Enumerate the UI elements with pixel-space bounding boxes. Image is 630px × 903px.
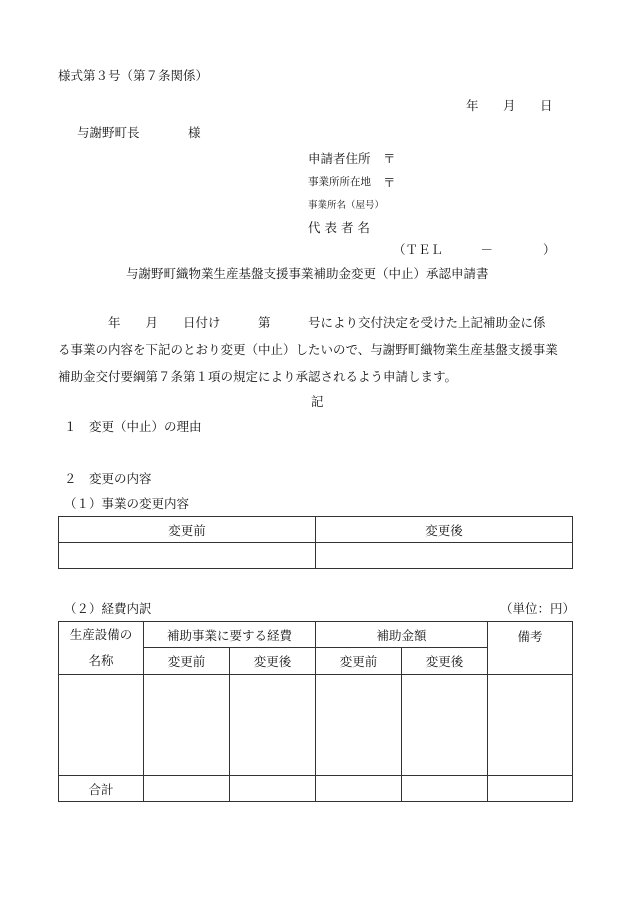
applicant-address-label: 申請者住所 bbox=[308, 151, 371, 166]
section-1-heading: １ 変更（中止）の理由 bbox=[64, 419, 202, 434]
subsidy-after-header: 変更後 bbox=[402, 648, 488, 675]
equipment-name-cell[interactable] bbox=[59, 675, 144, 776]
subsidy-before-cell[interactable] bbox=[316, 675, 402, 776]
equipment-name-header-line1: 生産設備の bbox=[69, 627, 133, 642]
change-content-table bbox=[58, 516, 573, 569]
postal-mark-office: 〒 bbox=[383, 175, 396, 190]
subsidy-after-cell[interactable] bbox=[402, 675, 488, 776]
total-label: 合計 bbox=[59, 776, 144, 802]
unit-label: （単位：円） bbox=[500, 601, 576, 616]
telephone: （ＴＥＬ － ） bbox=[393, 242, 556, 257]
table1-before-header: 変更前 bbox=[59, 517, 316, 543]
table1-after-header: 変更後 bbox=[316, 517, 573, 543]
document-title: 与謝野町織物業生産基盤支援事業補助金変更（中止）承認申請書 bbox=[126, 266, 489, 281]
office-location-label: 事業所所在地 bbox=[308, 176, 371, 188]
date-day: 日 bbox=[540, 98, 553, 113]
total-remarks-cell[interactable] bbox=[488, 776, 573, 802]
expense-before-header: 変更前 bbox=[144, 648, 230, 675]
expense-before-cell[interactable] bbox=[144, 675, 230, 776]
total-expense-after-cell[interactable] bbox=[230, 776, 316, 802]
equipment-name-header bbox=[59, 622, 144, 675]
expense-after-header: 変更後 bbox=[230, 648, 316, 675]
remarks-cell[interactable] bbox=[488, 675, 573, 776]
subsection-2-heading: （２）経費内訳 bbox=[64, 601, 152, 616]
subsidy-amount-header: 補助金額 bbox=[316, 622, 488, 648]
date-month: 月 bbox=[503, 98, 516, 113]
expense-after-cell[interactable] bbox=[230, 675, 316, 776]
total-expense-before-cell[interactable] bbox=[144, 776, 230, 802]
section-2-heading: ２ 変更の内容 bbox=[64, 471, 152, 486]
total-subsidy-after-cell[interactable] bbox=[402, 776, 488, 802]
addressee-honorific: 様 bbox=[188, 125, 201, 140]
request-paragraph bbox=[58, 309, 578, 390]
subsidy-before-header: 変更前 bbox=[316, 648, 402, 675]
table1-before-cell[interactable] bbox=[59, 543, 316, 569]
equipment-name-header-line2: 名称 bbox=[88, 653, 114, 668]
date-year: 年 bbox=[466, 98, 479, 113]
remarks-header: 備考 bbox=[488, 622, 573, 675]
body-line-1: 年 月 日付け 第 号により交付決定を受けた上記補助金に係 bbox=[58, 315, 546, 330]
ki-note-heading: 記 bbox=[311, 394, 324, 409]
table1-after-cell[interactable] bbox=[316, 543, 573, 569]
body-line-3: 補助金交付要綱第７条第１項の規定により承認されるよう申請します。 bbox=[58, 369, 458, 384]
total-subsidy-before-cell[interactable] bbox=[316, 776, 402, 802]
expense-header: 補助事業に要する経費 bbox=[144, 622, 316, 648]
form-number: 様式第３号（第７条関係） bbox=[58, 68, 209, 83]
business-name-label: 事業所名（屋号） bbox=[308, 200, 385, 211]
representative-label: 代 表 者 名 bbox=[308, 220, 370, 235]
addressee-name: 与謝野町長 bbox=[77, 125, 140, 140]
body-line-2: る事業の内容を下記のとおり変更（中止）したいので、与謝野町織物業生産基盤支援事業 bbox=[58, 342, 558, 357]
expense-breakdown-table bbox=[58, 621, 573, 802]
postal-mark-address: 〒 bbox=[383, 151, 396, 166]
subsection-1-heading: （１）事業の変更内容 bbox=[64, 496, 190, 511]
